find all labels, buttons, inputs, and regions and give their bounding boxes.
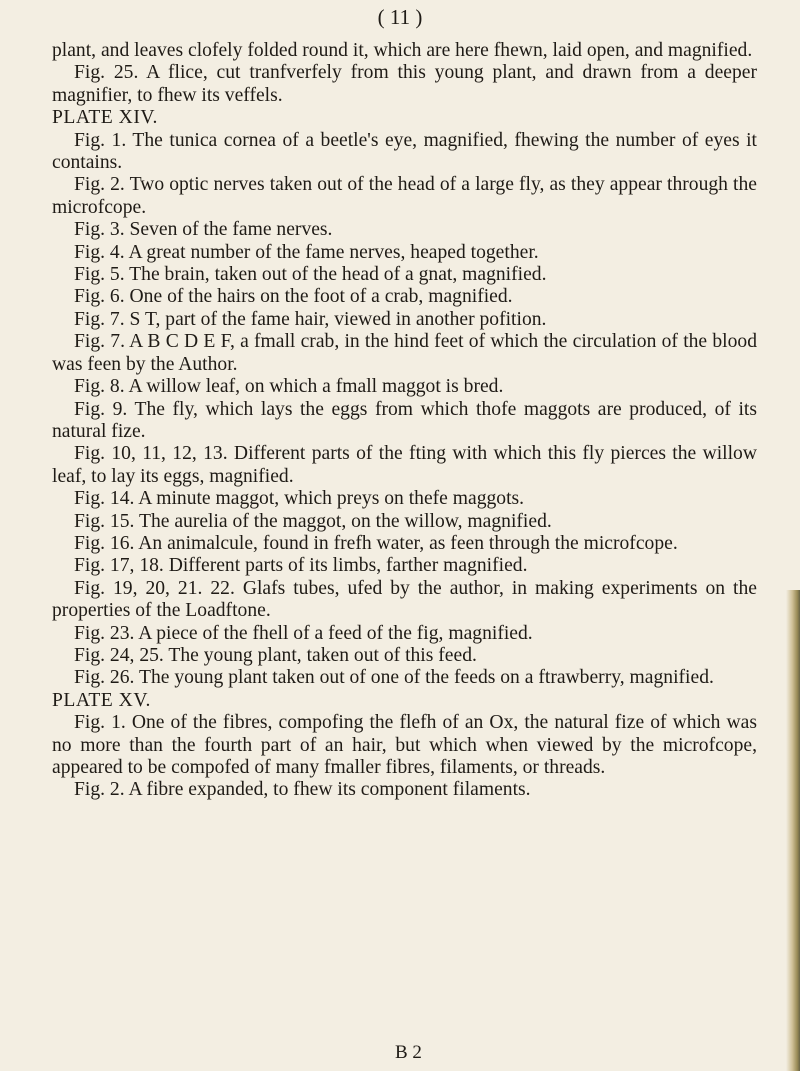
- figure-entry: Fig. 3. Seven of the fame nerves.: [74, 219, 333, 241]
- figure-entry: Fig. 15. The aurelia of the maggot, on the willow, magnified.: [74, 510, 552, 532]
- figure-entry: Fig. 8. A willow leaf, on which a fmall maggot is bred.: [74, 376, 504, 398]
- figure-entry: Fig. 2. A fibre expanded, to fhew its component filaments.: [74, 779, 531, 801]
- figure-entry: Fig. 10, 11, 12, 13. Different parts of the fting with which this fly pierces the willow leaf, to lay its eggs, magnified.: [52, 443, 757, 487]
- figure-entry: Fig. 23. A piece of the fhell of a feed of the fig, magnified.: [74, 622, 533, 644]
- page-edge-shadow: [786, 590, 800, 1071]
- body-text: [52, 40, 757, 802]
- figure-entry: Fig. 24, 25. The young plant, taken out of this feed.: [74, 644, 477, 666]
- figure-entry: Fig. 17, 18. Different parts of its limbs, farther magnified.: [74, 555, 528, 577]
- plate-heading: PLATE XV.: [52, 689, 151, 711]
- figure-entry: Fig. 7. A B C D E F, a fmall crab, in the hind feet of which the circulation of the blood was feen by the Author.: [52, 331, 757, 375]
- figure-entry: Fig. 26. The young plant taken out of one of the feeds on a ftrawberry, magnified.: [74, 667, 714, 689]
- figure-entry: Fig. 9. The fly, which lays the eggs from which thofe maggots are produced, of its natural fize.: [52, 398, 757, 442]
- figure-entry: Fig. 19, 20, 21. 22. Glafs tubes, ufed by the author, in making experiments on the properties of the Loadftone.: [52, 577, 757, 622]
- figure-entry: Fig. 7. S T, part of the fame hair, viewed in another pofition.: [74, 308, 547, 330]
- figure-entry: Fig. 1. The tunica cornea of a beetle's eye, magnified, fhewing the number of eyes it contains.: [52, 129, 757, 174]
- paragraph: plant, and leaves clofely folded round it, which are here fhewn, laid open, and magnified.: [52, 40, 753, 61]
- plate-heading: PLATE XIV.: [52, 107, 158, 129]
- figure-entry: Fig. 4. A great number of the fame nerves, heaped together.: [74, 241, 539, 263]
- figure-entry: Fig. 6. One of the hairs on the foot of a crab, magnified.: [74, 286, 513, 308]
- page-number: ( 11 ): [377, 5, 423, 29]
- figure-entry: Fig. 1. One of the fibres, compofing the flefh of an Ox, the natural fize of which was no more than the fourth part of an hair, but which when viewed by the microfcope, appeared to be compofed of many fmaller fibres, filaments, or threads.: [52, 712, 757, 778]
- figure-entry: Fig. 14. A minute maggot, which preys on thefe maggots.: [74, 488, 525, 510]
- figure-entry: Fig. 5. The brain, taken out of the head of a gnat, magnified.: [74, 264, 547, 286]
- figure-entry: Fig. 2. Two optic nerves taken out of the head of a large fly, as they appear through the microfcope.: [52, 174, 757, 218]
- figure-entry: Fig. 16. An animalcule, found in frefh water, as feen through the microfcope.: [74, 532, 678, 554]
- paragraph: Fig. 25. A flice, cut tranfverfely from this young plant, and drawn from a deeper magnifier, to fhew its veffels.: [52, 62, 757, 106]
- signature-mark: B 2: [395, 1042, 422, 1063]
